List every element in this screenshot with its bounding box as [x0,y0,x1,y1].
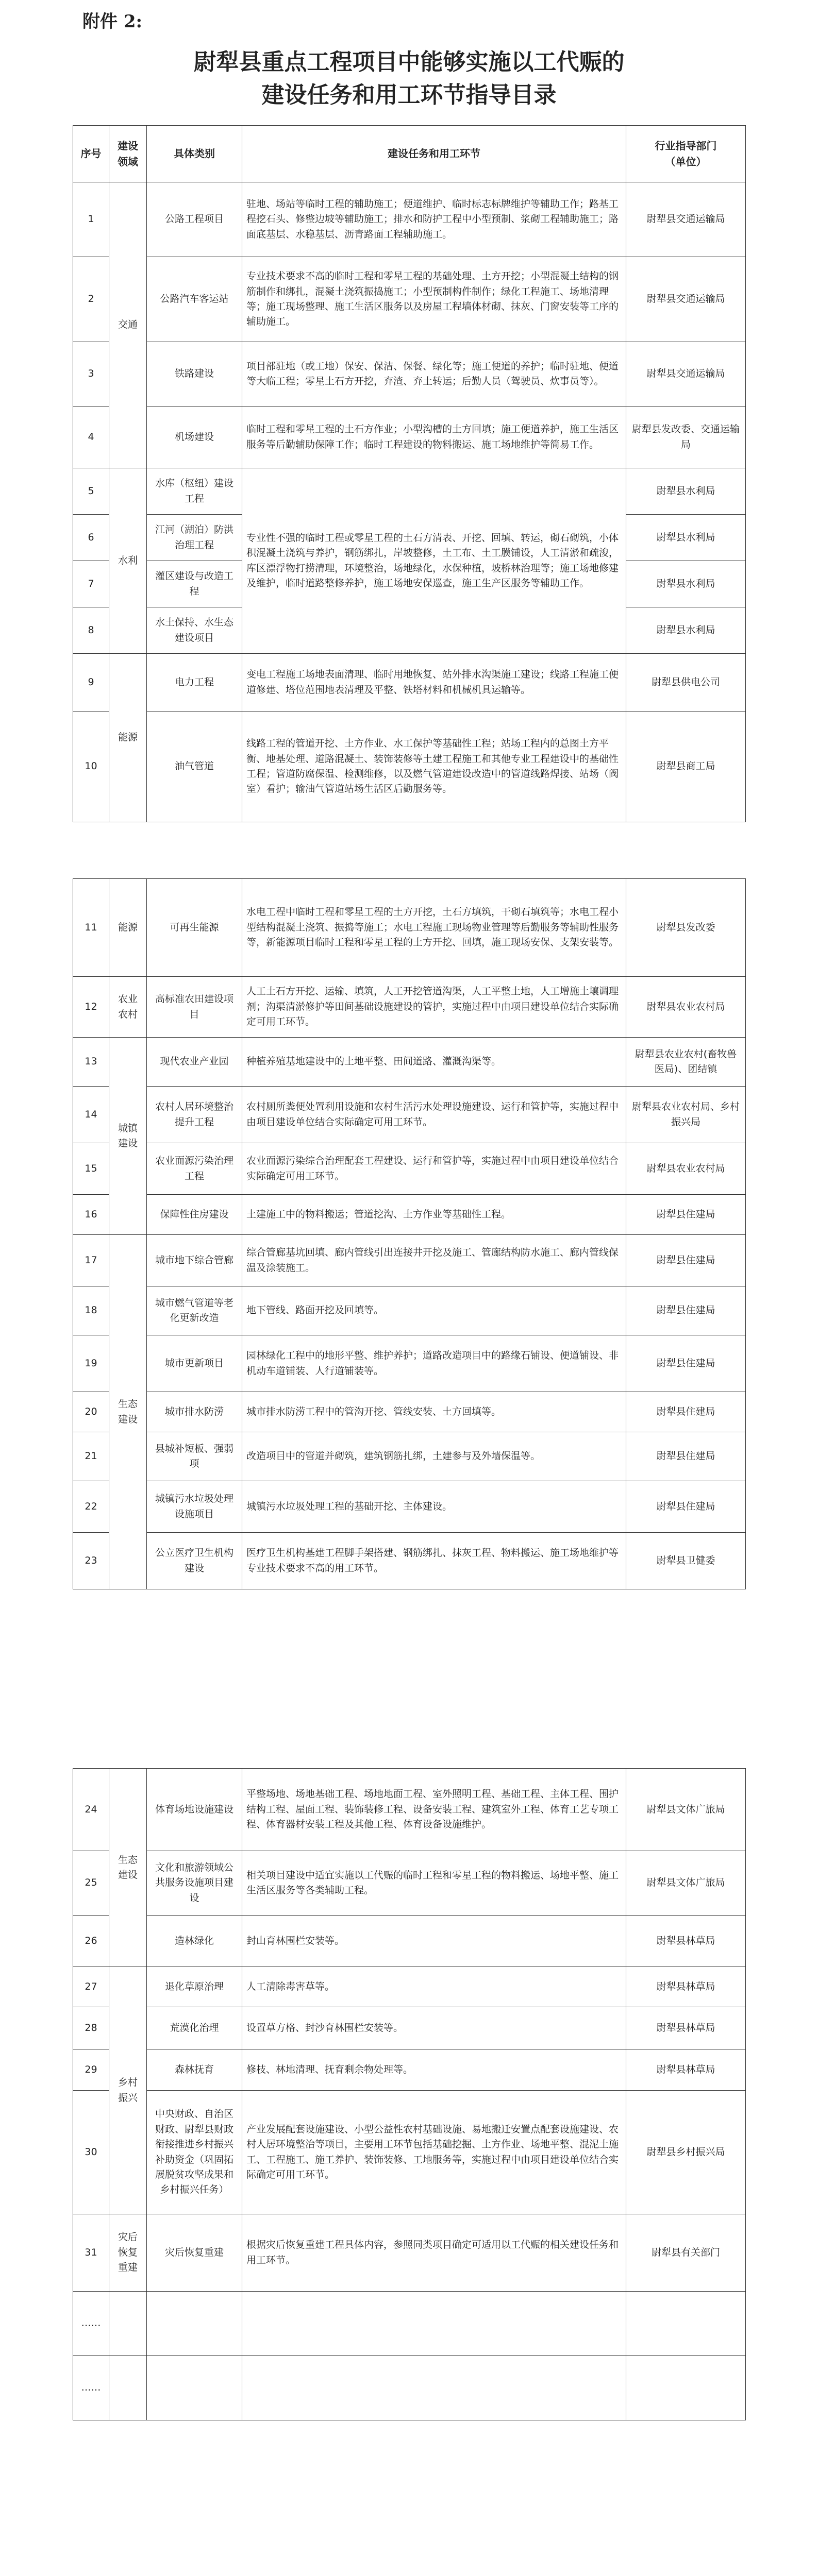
table-row: 6 江河（湖泊）防洪治理工程 尉犁县水利局 [73,515,746,561]
table-row: 12 农业农村 高标准农田建设项目 人工土石方开挖、运输、填筑，人工开挖管道沟渠，人工平整土地，人工增施土壤调理剂；沟渠清淤修护等田间基础设施建设的管护，实施过程中由项目建设单位结合实际确定可用工环节。 尉犁县农业农村局 [73,977,746,1038]
header-field: 建设领域 [109,126,147,182]
table-row: 27 乡村振兴 退化草原治理 人工清除毒害草等。 尉犁县林草局 [73,1967,746,2007]
table-header-row [73,126,746,182]
table-row: 15 农业面源污染治理工程 农业面源污染综合治理配套工程建设、运行和管护等，实施过程中由项目建设单位结合实际确定可用工环节。 尉犁县农业农村局 [73,1143,746,1195]
table-row: 9 能源 电力工程 变电工程施工场地表面清理、临时用地恢复、站外排水沟渠施工建设；线路工程施工便道修建、塔位范围地表清理及平整、铁塔材料和机械机具运输等。 尉犁县供电公司 [73,654,746,711]
table-row: 31 灾后恢复重建 灾后恢复重建 根据灾后恢复重建工程具体内容，参照同类项目确定可适用以工代赈的相关建设任务和用工环节。 尉犁县有关部门 [73,2214,746,2292]
table-row: 18 城市燃气管道等老化更新改造 地下管线、路面开挖及回填等。 尉犁县住建局 [73,1286,746,1335]
table-row [73,2292,746,2356]
table-row: 24 生态建设 体育场地设施建设 平整场地、场地基础工程、场地地面工程、室外照明工程、基础工程、主体工程、围护结构工程、屋面工程、装饰装修工程、设备安装工程、建筑室外工程、体育工艺专项工程、体育器材安装工程及其他工程、体育设备设施维护。 尉犁县文体广旅局 [73,1769,746,1851]
table-row: 22 城镇污水垃圾处理设施项目 城镇污水垃圾处理工程的基础开挖、主体建设。 尉犁县住建局 [73,1481,746,1533]
table-row: 10 油气管道 线路工程的管道开挖、土方作业、水工保护等基础性工程；站场工程内的总图土方平衡、地基处理、道路混凝土、装饰装修等土建工程施工和其他专业工程建设中的基础性工程；管道防腐保温、检测维修，以及燃气管道建设改造中的管道线路焊接、站场（阀室）看护；输油气管道站场生活区后勤服务等。 尉犁县商工局 [73,711,746,822]
table-row: 16 保障性住房建设 土建施工中的物料搬运；管道挖沟、土方作业等基础性工程。 尉犁县住建局 [73,1195,746,1235]
table-row: 4 机场建设 临时工程和零星工程的土石方作业；小型沟槽的土方回填；施工便道养护，施工生活区服务等后勤辅助保障工作；临时工程建设的物料搬运、施工场地维护等简易工作。 尉犁县发改委、交通运输局 [73,406,746,468]
ellipsis-cell: …… [73,2292,109,2356]
table-row: 2 公路汽车客运站 专业技术要求不高的临时工程和零星工程的基础处理、土方开挖；小型混凝土结构的钢筋制作和绑扎，混凝土浇筑振捣施工；小型预制构件制作；绿化工程施工、场地清理等；施工现场整理、施工生活区服务以及房屋工程墙体材砌、抹灰、门窗安装等工序的辅助施工。 尉犁县交通运输局 [73,257,746,342]
field-cell: 水利 [109,468,147,654]
table-row: 17 生态建设 城市地下综合管廊 综合管廊基坑回填、廊内管线引出连接井开挖及施工、管廊结构防水施工、廊内管线保温及涂装施工。 尉犁县住建局 [73,1235,746,1286]
table-row: 13 城镇建设 现代农业产业园 种植养殖基地建设中的土地平整、田间道路、灌溉沟渠等。 尉犁县农业农村(畜牧兽医局)、团结镇 [73,1038,746,1087]
field-cell: 农业农村 [109,977,147,1038]
water-tasks-cell: 专业性不强的临时工程或零星工程的土石方清表、开挖、回填、转运，砌石砌筑，小体积混凝土浇筑与养护，钢筋绑扎，岸坡整修，土工布、土工膜铺设，人工清淤和疏浚，库区漂浮物打捞清理，环境整治，场地绿化，水保种植，坡桥林治理等；施工场地修建及维护，临时道路整修养护，施工场地安保巡查，施工生产区服务等辅助工作。 [242,468,626,654]
table-row: 19 城市更新项目 园林绿化工程中的地形平整、维护养护；道路改造项目中的路缘石铺设、便道铺设、非机动车道铺装、人行道铺装等。 尉犁县住建局 [73,1335,746,1392]
attachment-label: 附件 2: [82,11,143,32]
table-row: 1 交通 公路工程项目 驻地、场站等临时工程的辅助施工；便道维护、临时标志标牌维护等辅助工作；路基工程挖石头、修整边坡等辅助施工；排水和防护工程中小型预制、浆砌工程辅助施工；路面底基层、水稳基层、沥青路面工程辅助施工。 尉犁县交通运输局 [73,182,746,257]
header-dept: 行业指导部门 （单位） [626,126,746,182]
directory-table-page3 [73,1768,746,2420]
field-cell: 生态建设 [109,1769,147,1967]
page-title-line2: 建设任务和用工环节指导目录 [261,82,557,108]
table-row: 21 县城补短板、强弱项 改造项目中的管道并砌筑，建筑钢筋扎绑，土建参与及外墙保温等。 尉犁县住建局 [73,1432,746,1481]
table-row: 7 灌区建设与改造工程 尉犁县水利局 [73,561,746,607]
page-title-line1: 尉犁县重点工程项目中能够实施以工代赈的 [193,49,625,75]
field-cell: 城镇建设 [109,1038,147,1235]
field-cell: 能源 [109,879,147,977]
table-row: 25 文化和旅游领域公共服务设施项目建设 相关项目建设中适宜实施以工代赈的临时工程和零星工程的物料搬运、场地平整、施工生活区服务等各类辅助工程。 尉犁县文体广旅局 [73,1851,746,1916]
table-row: 20 城市排水防涝 城市排水防涝工程中的管沟开挖、管线安装、土方回填等。 尉犁县住建局 [73,1392,746,1432]
table-row: 28 荒漠化治理 设置草方格、封沙育林围栏安装等。 尉犁县林草局 [73,2007,746,2049]
field-cell: 交通 [109,182,147,468]
table-row [73,2356,746,2420]
table-row: 30 中央财政、自治区财政、尉犁县财政衔接推进乡村振兴补助资金（巩固拓展脱贫攻坚成果和乡村振兴任务） 产业发展配套设施建设、小型公益性农村基础设施、易地搬迁安置点配套设施建设、农村人居环境整治等项目，主要用工环节包括基础挖掘、土方作业、场地平整、混泥土施工、工程施工、施工养护、装饰装修、工地服务等，实施过程中由项目建设单位结合实际确定可用工环节。 尉犁县乡村振兴局 [73,2091,746,2214]
table-row: 8 水土保持、水生态建设项目 尉犁县水利局 [73,607,746,654]
header-category: 具体类别 [147,126,242,182]
table-row: 11 能源 可再生能源 水电工程中临时工程和零星工程的土方开挖，土石方填筑，干砌石填筑等；水电工程小型结构混凝土浇筑、振捣等施工；水电工程施工现场物业管理等后勤服务等辅助性服务等，新能源项目临时工程和零星工程的土方开挖、回填，施工现场安保、支架安装等。 尉犁县发改委 [73,879,746,977]
table-row: 29 森林抚育 修枝、林地清理、抚育剩余物处理等。 尉犁县林草局 [73,2049,746,2091]
table-row: 23 公立医疗卫生机构建设 医疗卫生机构基建工程脚手架搭建、钢筋绑扎、抹灰工程、物料搬运、施工场地维护等专业技术要求不高的用工环节。 尉犁县卫健委 [73,1533,746,1589]
header-no: 序号 [73,126,109,182]
directory-table-page2 [73,878,746,1589]
header-tasks: 建设任务和用工环节 [242,126,626,182]
table-row: 26 造林绿化 封山育林围栏安装等。 尉犁县林草局 [73,1916,746,1967]
field-cell: 灾后恢复重建 [109,2214,147,2292]
table-row: 14 农村人居环境整治提升工程 农村厕所粪便处置利用设施和农村生活污水处理设施建设、运行和管护等，实施过程中由项目建设单位结合实际确定可用工环节。 尉犁县农业农村局、乡村振兴局 [73,1087,746,1143]
ellipsis-cell: …… [73,2356,109,2420]
field-cell: 生态建设 [109,1235,147,1589]
table-row: 5 水利 水库（枢纽）建设工程 专业性不强的临时工程或零星工程的土石方清表、开挖、回填、转运，砌石砌筑，小体积混凝土浇筑与养护，钢筋绑扎，岸坡整修，土工布、土工膜铺设，人工清淤和疏浚，库区漂浮物打捞清理，环境整治，场地绿化，水保种植，坡桥林治理等；施工场地修建及维护，临时道路整修养护，施工场地安保巡查，施工生产区服务等辅助工作。 尉犁县水利局 [73,468,746,515]
table-row: 3 铁路建设 项目部驻地（或工地）保安、保洁、保餐、绿化等；施工便道的养护；临时驻地、便道等大临工程；零星土石方开挖，弃渣、弃土转运；后勤人员（驾驶员、炊事员等）。 尉犁县交通运输局 [73,342,746,406]
field-cell: 乡村振兴 [109,1967,147,2214]
field-cell: 能源 [109,654,147,822]
directory-table-page1 [73,125,746,822]
